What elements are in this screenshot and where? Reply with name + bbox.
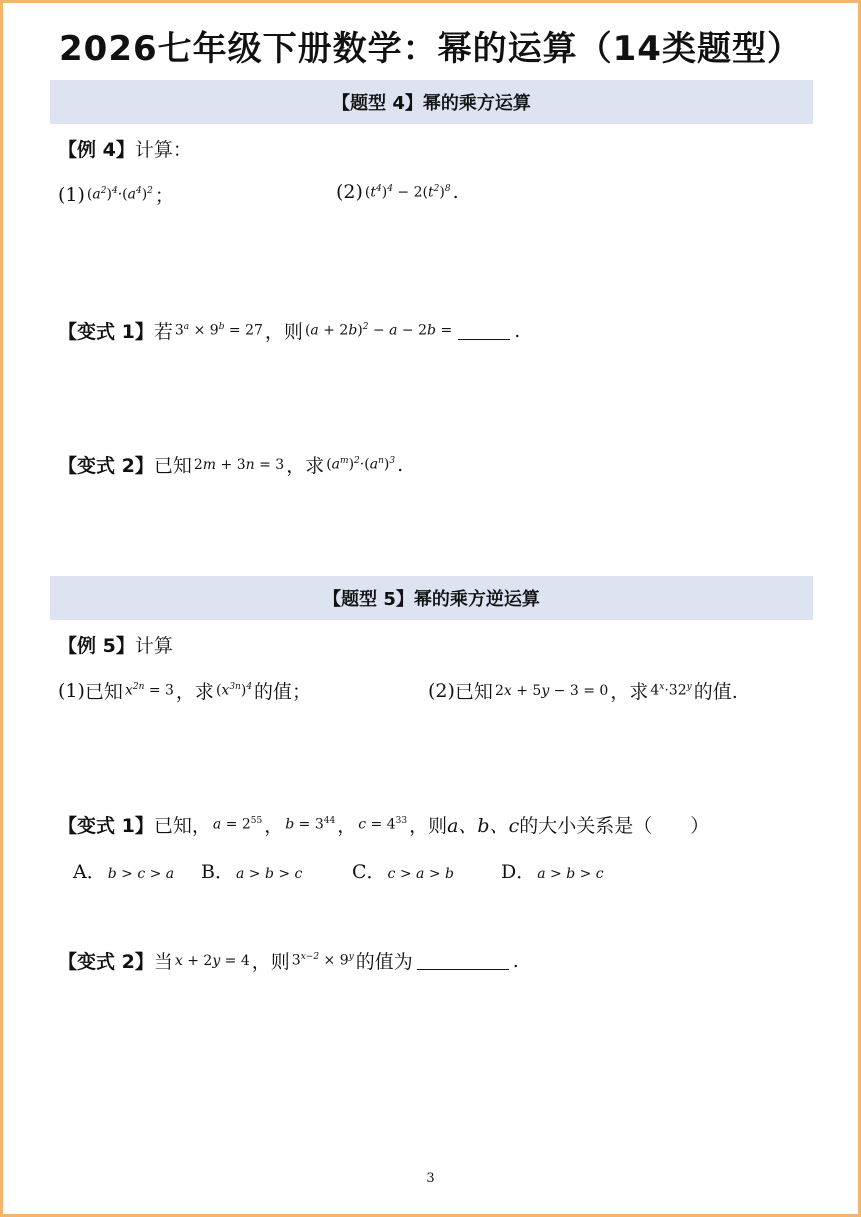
math-expression: $a = 2^{55}$ (212, 816, 263, 833)
choice-label: C． (352, 861, 386, 883)
choice-a[interactable] (73, 857, 176, 884)
variant-4-1 (58, 317, 520, 344)
variant-tag: 【变式 1】 (58, 321, 154, 343)
choice-label: B． (201, 861, 234, 883)
choice-label: D． (501, 861, 536, 883)
math-expression: $4^x\cdot 32^y$ (650, 682, 692, 699)
variant-text: 的值为 (355, 951, 413, 973)
choice-expr: b > c > a (107, 866, 175, 882)
part-text: 的值； (254, 681, 312, 703)
example-4-part-1 (58, 181, 174, 208)
page-number: 3 (426, 1171, 435, 1186)
choice-d[interactable] (501, 857, 606, 884)
page-title: 2026七年级下册数学：幂的运算（14类题型） (59, 29, 802, 69)
part-text: ，求 (610, 681, 649, 703)
variant-text: ，则 (264, 321, 303, 343)
variant-text: ，则 (251, 951, 290, 973)
variant-text: ， (264, 815, 284, 837)
choice-expr: a > b > c (537, 866, 604, 882)
math-expression: x + 2y = 4 (174, 952, 250, 969)
section-header-5: 【题型 5】幂的乘方逆运算 (50, 576, 813, 620)
variant-text: . (397, 453, 404, 476)
math-expression: $(a^m)^2\cdot(a^n)^3$ (326, 456, 396, 473)
part-label: (1) (58, 679, 85, 702)
variant-text: 当 (153, 951, 173, 973)
variant-text: . (514, 319, 521, 342)
choice-expr: c > a > b (387, 866, 454, 882)
part-text: ，求 (175, 681, 214, 703)
variant-text: ，求 (286, 455, 325, 477)
example-tag: 【例 4】 (58, 139, 135, 161)
math-expression: $x^{2n} = 3$ (124, 682, 174, 699)
choice-expr: a > b > c (235, 866, 303, 882)
variant-text: 若 (153, 321, 173, 343)
math-expression: $3^a \times 9^b = 27$ (174, 322, 263, 339)
variant-text: ， (337, 815, 357, 837)
example-5-part-1 (58, 677, 311, 704)
variant-text: ，则 (409, 815, 448, 837)
example-text: 计算： (134, 139, 192, 161)
part-text: 的值. (693, 681, 738, 703)
math-expression: $b = 3^{44}$ (285, 816, 336, 833)
math-expression: $(t^4)^4 - 2(t^2)^8$ (364, 183, 451, 201)
part-tail: ； (154, 185, 174, 207)
answer-blank[interactable] (417, 951, 509, 970)
answer-blank[interactable] (458, 321, 510, 340)
variant-5-2 (58, 947, 519, 974)
math-expression: $3^{x-2} \times 9^y$ (291, 952, 354, 969)
part-text: 已知 (84, 681, 123, 703)
example-4 (58, 135, 192, 162)
example-4-part-2 (336, 181, 459, 203)
choice-b[interactable] (201, 857, 304, 884)
example-5-part-2 (428, 677, 738, 704)
part-label: (2) (336, 181, 363, 203)
math-expression: $(a^2)^4\cdot(a^4)^2$ (86, 186, 153, 203)
part-text: 已知 (454, 681, 493, 703)
variant-text: 已知， (153, 815, 211, 837)
section-header-4: 【题型 4】幂的乘方运算 (50, 80, 813, 124)
math-expression: $(a + 2b)^2 - a - 2b$ = (304, 322, 453, 339)
variant-tag: 【变式 2】 (58, 951, 154, 973)
variant-tag: 【变式 2】 (58, 455, 154, 477)
example-tag: 【例 5】 (58, 635, 135, 657)
math-expression: 2m + 3n = 3 (193, 456, 285, 473)
part-label: (2) (428, 679, 455, 702)
variant-text: 已知 (153, 455, 192, 477)
variant-4-2 (58, 451, 403, 478)
variant-variables: a、b、c (447, 815, 520, 837)
variant-text: 的大小关系是（ ） (519, 815, 710, 837)
example-5 (58, 631, 173, 658)
part-label: (1) (58, 183, 85, 206)
example-text: 计算 (134, 635, 173, 657)
math-expression: 2x + 5y − 3 = 0 (494, 682, 609, 699)
variant-text: . (512, 949, 519, 972)
choice-label: A． (73, 861, 106, 883)
variant-tag: 【变式 1】 (58, 815, 154, 837)
variant-5-1 (58, 811, 709, 838)
choice-c[interactable] (352, 857, 456, 884)
part-tail: . (452, 181, 459, 203)
math-expression: $c = 4^{33}$ (358, 816, 408, 833)
math-expression: $(x^{3n})^4$ (215, 682, 253, 699)
